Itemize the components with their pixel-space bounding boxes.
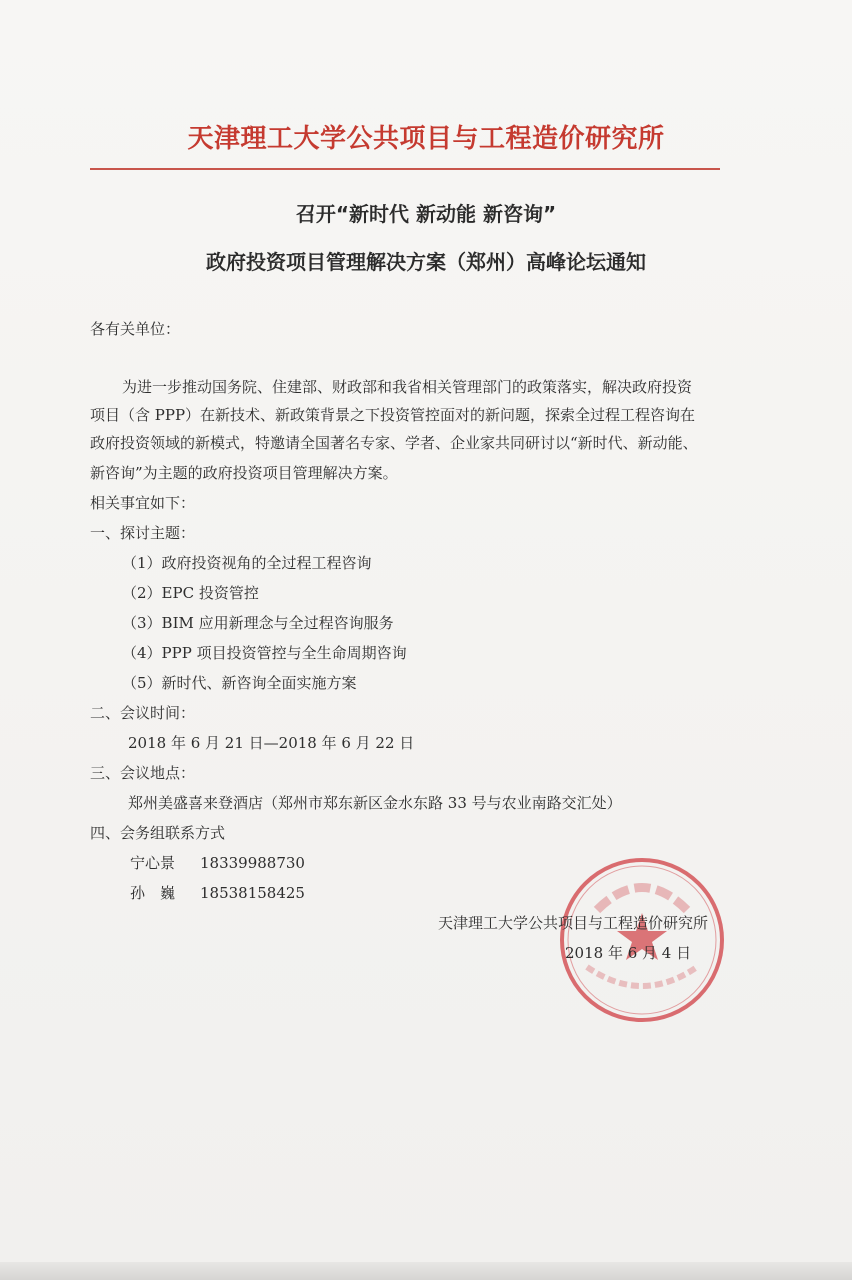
contact-phone: 18339988730 (200, 854, 305, 872)
place-heading: 三、会议地点： (90, 764, 196, 782)
time-heading: 二、会议时间： (90, 704, 196, 722)
intro-line: 为进一步推动国务院、住建部、财政部和我省相关管理部门的政策落实，解决政府投资 (122, 378, 693, 396)
page-bottom-edge (0, 1262, 852, 1280)
topic-item: （4）PPP 项目投资管控与全生命周期咨询 (122, 644, 407, 662)
topics-heading: 一、探讨主题： (90, 524, 196, 542)
intro-line: 政府投资领域的新模式，特邀请全国著名专家、学者、企业家共同研讨以“新时代、新动能、 (90, 434, 698, 452)
official-seal-stamp (557, 855, 727, 1025)
signature-org: 天津理工大学公共项目与工程造价研究所 (438, 914, 709, 932)
topic-item: （5）新时代、新咨询全面实施方案 (122, 674, 357, 692)
intro-line: 项目（含 PPP）在新技术、新政策背景之下投资管控面对的新问题，探索全过程工程咨询在 (90, 406, 696, 424)
contact-phone: 18538158425 (200, 884, 305, 902)
contact-name: 宁心景 (130, 854, 176, 872)
salutation: 各有关单位： (90, 320, 181, 338)
header-divider (90, 168, 720, 170)
contact-heading: 四、会务组联系方式 (90, 824, 226, 842)
contact-name: 孙 巍 (130, 884, 176, 902)
intro-line: 新咨询”为主题的政府投资项目管理解决方案。 (90, 464, 398, 482)
topic-item: （2）EPC 投资管控 (122, 584, 259, 602)
institute-header: 天津理工大学公共项目与工程造价研究所 (187, 124, 665, 154)
matters-label: 相关事宜如下： (90, 494, 196, 512)
topic-item: （3）BIM 应用新理念与全过程咨询服务 (122, 614, 394, 632)
signature-date: 2018 年 6 月 4 日 (565, 944, 692, 962)
topic-item: （1）政府投资视角的全过程工程咨询 (122, 554, 372, 572)
notice-title-line2: 政府投资项目管理解决方案（郑州）高峰论坛通知 (206, 250, 646, 274)
notice-title-line1: 召开“新时代 新动能 新咨询” (295, 202, 557, 226)
time-value: 2018 年 6 月 21 日—2018 年 6 月 22 日 (128, 734, 415, 752)
place-value: 郑州美盛喜来登酒店（郑州市郑东新区金水东路 33 号与农业南路交汇处） (128, 794, 622, 812)
